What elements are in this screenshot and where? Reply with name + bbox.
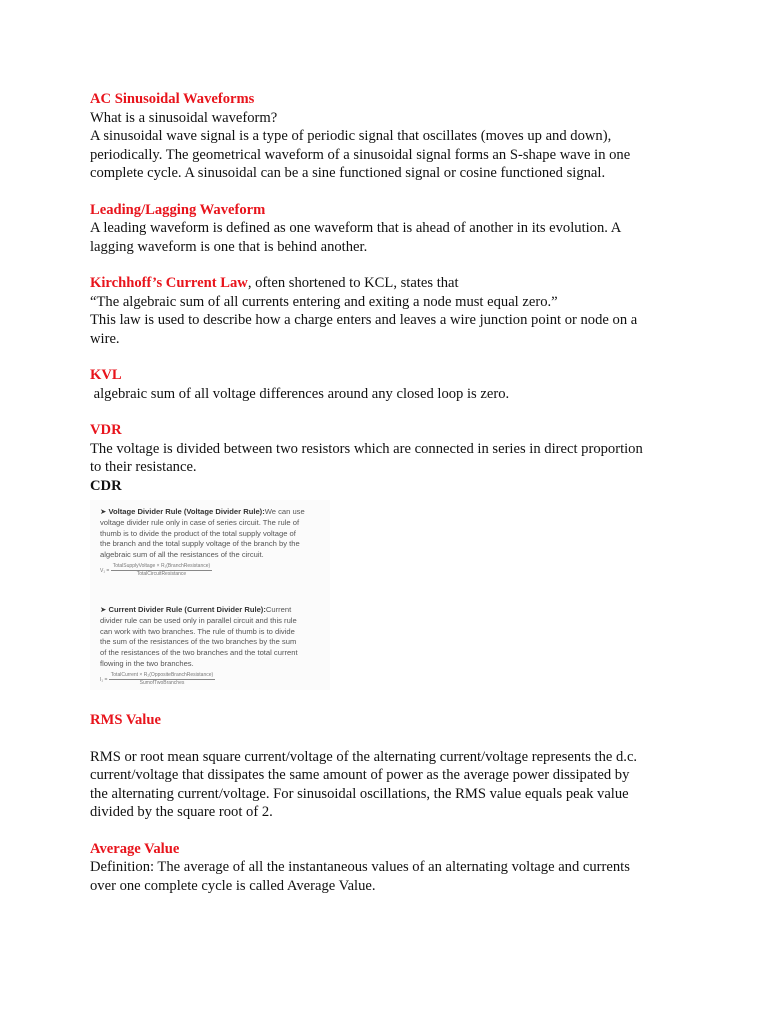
cdr-heading: CDR (90, 477, 122, 494)
cdr-formula-numerator: TotalCurrent × R₂(OppositeBranchResistance) (110, 671, 214, 678)
vdr-formula-fraction (111, 563, 212, 578)
vdr-rule-line: thumb is to divide the product of the total supply voltage of (100, 528, 296, 538)
kvl-line: algebraic sum of all voltage differences around any closed loop is zero. (90, 385, 510, 402)
vdr-rule-line: algebraic sum of all the resistances of the circuit. (100, 550, 264, 560)
rms-heading: RMS Value (90, 712, 161, 728)
ac-line: A sinusoidal wave signal is a type of periodic signal that oscillates (moves up and down), (90, 128, 612, 144)
cdr-rule-title: ➤ Current Divider Rule (Current Divider Rule): (100, 605, 266, 614)
cdr-rule-line: flowing in the two branches. (100, 658, 194, 668)
vdr-formula-lhs: V₁ = (100, 567, 110, 574)
vdr-rule-title-line (100, 507, 328, 518)
vdr-rule-block (100, 507, 328, 578)
rms-section (90, 711, 690, 822)
kcl-line: This law is used to describe how a charge enters and leaves a wire junction point or node on a (90, 312, 638, 328)
leading-line: lagging waveform is one that is behind another. (90, 238, 368, 255)
cdr-rule-line: of the resistances of the two branches and the total current (100, 648, 298, 658)
ac-waveforms-heading: AC Sinusoidal Waveforms (90, 91, 255, 107)
average-line: Definition: The average of all the instantaneous values of an alternating voltage and currents (90, 859, 630, 875)
kcl-heading-line (90, 274, 690, 293)
vdr-section (90, 421, 690, 495)
kcl-heading: Kirchhoff’s Current Law (90, 275, 248, 291)
cdr-formula-lhs: I₁ = (100, 676, 108, 683)
document-page (90, 90, 690, 495)
vdr-rule-title: ➤ Voltage Divider Rule (Voltage Divider Rule): (100, 507, 265, 516)
kcl-line: “The algebraic sum of all currents entering and exiting a node must equal zero.” (90, 293, 558, 310)
rms-line: RMS or root mean square current/voltage of the alternating current/voltage represents the d.c. (90, 748, 638, 765)
leading-lagging-heading: Leading/Lagging Waveform (90, 201, 266, 218)
kvl-heading: KVL (90, 367, 122, 383)
vdr-rule-line: the branch and the total supply voltage of the branch by the (100, 539, 300, 549)
kcl-heading-suffix: , often shortened to KCL, states that (247, 275, 459, 291)
cdr-formula-denominator: SumofTwoBranches (139, 679, 185, 686)
leading-lagging-section (90, 201, 690, 257)
cdr-rule-title-line (100, 605, 328, 616)
document-page-lower (90, 711, 690, 895)
cdr-rule-line: the sum of the resistances of the two branches by the sum (100, 637, 297, 647)
ac-line: periodically. The geometrical waveform of a sinusoidal signal forms an S-shape wave in one (90, 146, 631, 163)
ac-waveforms-section (90, 90, 690, 183)
rms-line: divided by the square root of 2. (90, 804, 273, 820)
ac-line: complete cycle. A sinusoidal can be a sine functioned signal or cosine functioned signal. (90, 165, 606, 181)
divider-rules-image (90, 500, 330, 690)
average-value-section (90, 840, 690, 896)
cdr-formula (100, 672, 328, 687)
vdr-line: The voltage is divided between two resistors which are connected in series in direct proportion (90, 440, 643, 457)
vdr-formula-numerator: TotalSupplyVoltage × R₁(BranchResistance) (112, 562, 211, 569)
kvl-section (90, 366, 690, 403)
rms-line: current/voltage that dissipates the same amount of power as the average power dissipated by (90, 767, 630, 783)
cdr-rule-line: divider rule can be used only in parallel circuit and this rule (100, 615, 297, 625)
kcl-section (90, 274, 690, 348)
cdr-rule-title-rest: Current (265, 605, 292, 614)
vdr-rule-line: voltage divider rule only in case of series circuit. The rule of (100, 517, 300, 527)
rms-line: the alternating current/voltage. For sinusoidal oscillations, the RMS value equals peak value (90, 785, 629, 802)
cdr-formula-fraction (109, 672, 215, 687)
vdr-formula-denominator: TotalCircuitResistance (136, 570, 187, 577)
vdr-line: to their resistance. (90, 459, 197, 475)
average-line: over one complete cycle is called Average Value. (90, 877, 376, 894)
cdr-rule-line: can work with two branches. The rule of thumb is to divide (100, 626, 295, 636)
cdr-rule-block (100, 605, 328, 687)
leading-line: A leading waveform is defined as one waveform that is ahead of another in its evolution. A (90, 220, 622, 236)
kcl-line: wire. (90, 330, 120, 347)
ac-line: What is a sinusoidal waveform? (90, 109, 278, 126)
average-value-heading: Average Value (90, 840, 180, 857)
vdr-formula (100, 563, 328, 578)
vdr-heading: VDR (90, 422, 122, 438)
vdr-rule-title-rest: We can use (264, 507, 305, 516)
